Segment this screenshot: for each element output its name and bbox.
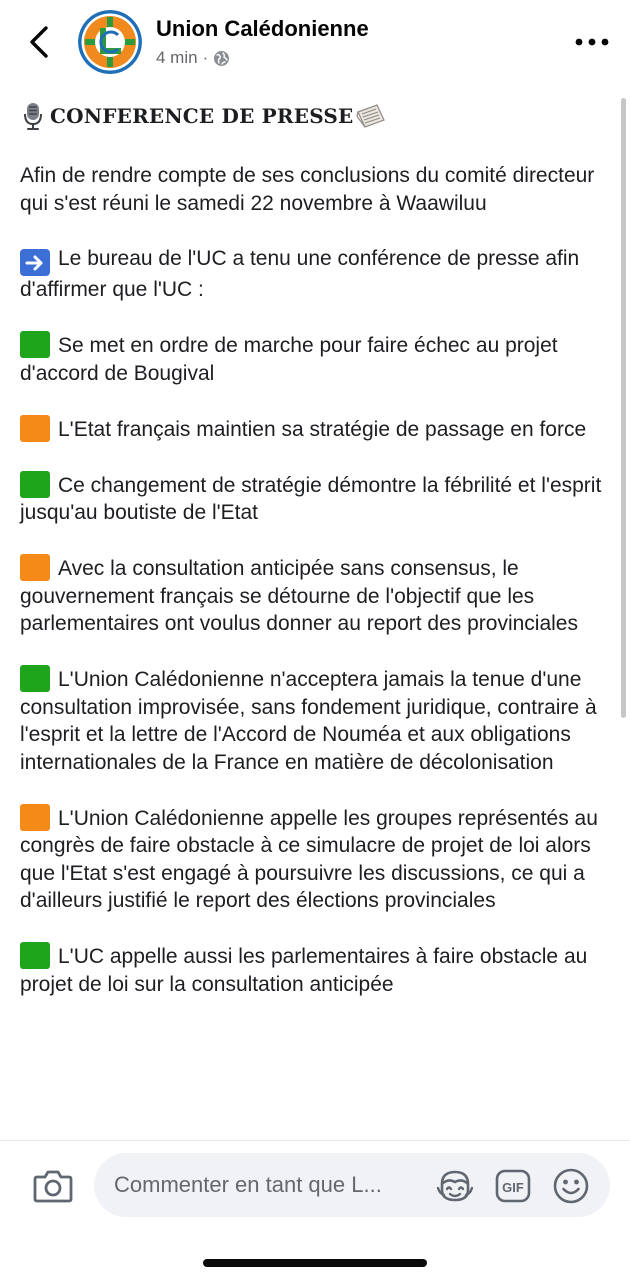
more-options-button[interactable] [572,30,612,54]
paragraph-text: L'UC appelle aussi les parlementaires à faire obstacle au projet de loi sur la consultation anticipée [20,945,588,996]
camera-button[interactable] [30,1163,76,1209]
meta-separator: · [202,48,209,67]
gif-button[interactable] [494,1167,532,1205]
scrollbar[interactable] [621,98,626,718]
microphone-icon [20,101,46,131]
camera-icon [33,1169,73,1203]
post-meta [156,48,230,68]
newspaper-icon [355,102,387,130]
post-paragraph [20,554,612,638]
emoji-icon [552,1167,590,1205]
avatar-sticker-button[interactable] [436,1167,474,1205]
more-dots-icon [575,38,609,46]
emoji-button[interactable] [552,1167,590,1205]
post-paragraph [20,942,612,998]
post-paragraph [20,665,612,776]
orange-square-icon [20,415,50,442]
globe-icon [213,50,230,67]
post-paragraph [20,331,612,387]
post-paragraph [20,415,612,444]
avatar-sticker-icon [436,1168,474,1204]
paragraph-text: Afin de rendre compte de ses conclusions du comité directeur qui s'est réuni le samedi 22 novembre à Waawiluu [20,164,595,215]
post-body [20,100,612,1026]
green-square-icon [20,331,50,358]
post-paragraph [20,471,612,527]
home-indicator[interactable] [203,1259,427,1267]
post-paragraph [20,245,612,304]
orange-square-icon [20,804,50,831]
back-button[interactable] [22,22,56,62]
chevron-left-icon [28,25,50,59]
arrow-right-icon [20,249,50,276]
gif-icon [494,1168,532,1204]
green-square-icon [20,942,50,969]
post-paragraph [20,804,612,915]
paragraph-text: Avec la consultation anticipée sans consensus, le gouvernement français se détourne de l'objectif que les parlementaires ont voulus donner au report des provinciales [20,557,578,635]
comment-bar [0,1140,630,1280]
post-paragraph [20,162,612,217]
gif-label: GIF [502,1180,524,1195]
page-avatar[interactable] [78,10,142,74]
comment-input-container[interactable] [94,1153,610,1217]
paragraph-text: L'Union Calédonienne appelle les groupes représentés au congrès de faire obstacle à ce simulacre de projet de loi alors que l'Etat s'est engagé à poursuivre les discussions, ce qui a d'ailleurs justifié le report des élections provinciales [20,806,598,912]
paragraph-text: L'Union Calédonienne n'acceptera jamais la tenue d'une consultation improvisée, sans fondement juridique, contraire à l'esprit et la lettre de l'Accord de Nouméa et aux obligations internationales de la France en matière de décolonisation [20,668,597,774]
union-caledonienne-logo [78,10,142,74]
orange-square-icon [20,554,50,581]
green-square-icon [20,665,50,692]
post-header [0,0,630,88]
post-time[interactable]: 4 min [156,48,198,67]
post-title-text: CONFERENCE DE PRESSE [50,104,354,128]
paragraph-text: Ce changement de stratégie démontre la fébrilité et l'esprit jusqu'au boutiste de l'Etat [20,473,602,524]
paragraph-text: Se met en ordre de marche pour faire échec au projet d'accord de Bougival [20,334,558,385]
post-title [20,100,612,132]
paragraph-text: L'Etat français maintien sa stratégie de passage en force [58,417,587,441]
page-name[interactable]: Union Calédonienne [156,16,369,41]
paragraph-text: Le bureau de l'UC a tenu une conférence de presse afin d'affirmer que l'UC : [20,246,580,301]
comment-input[interactable] [114,1153,434,1217]
green-square-icon [20,471,50,498]
